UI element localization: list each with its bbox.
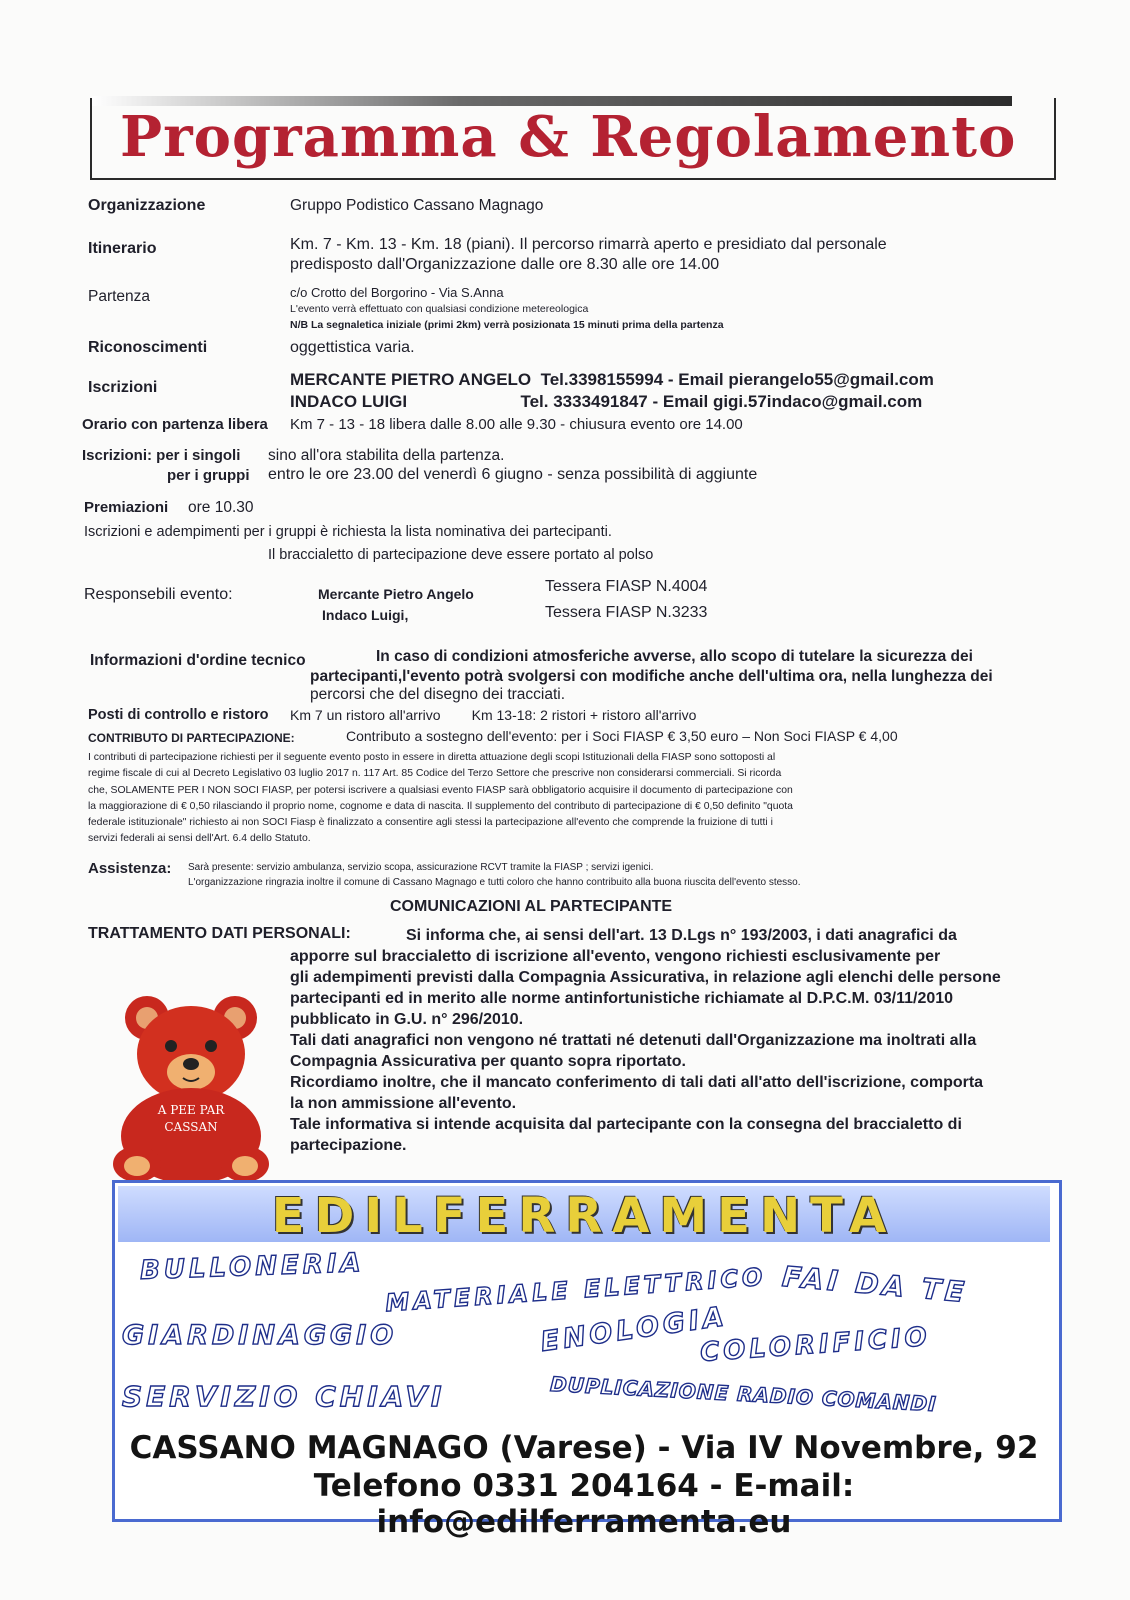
contributo-label: CONTRIBUTO DI PARTECIPAZIONE:: [88, 731, 295, 745]
partenza-label: Partenza: [88, 288, 151, 305]
trattamento-line: Tali dati anagrafici non vengono né trattati né detenuti dall'Organizzazione ma inoltrati alla: [290, 1032, 977, 1049]
ad-item-colorificio: COLORIFICIO: [699, 1321, 932, 1369]
ad-address: CASSANO MAGNAGO (Varese) - Via IV Novembre, 92: [129, 1430, 1039, 1466]
trattamento-line: Si informa che, ai sensi dell'art. 13 D.Lgs n° 193/2003, i dati anagrafici da: [406, 927, 957, 944]
itinerario-line1: Km. 7 - Km. 13 - Km. 18 (piani). Il percorso rimarrà aperto e presidiato dal personale: [290, 236, 887, 253]
ad-contact: Telefono 0331 204164 - E-mail: info@edilferramenta.eu: [313, 1468, 855, 1540]
ad-item-enologia: ENOLOGIA: [538, 1301, 730, 1358]
contributo-line: federale istituzionale" richiesto ai non SOCI Fiasp è finalizzato a consentire agli stessi la partecipazione all'evento che comprende la fruizione di tutti i: [88, 817, 773, 829]
iscrizioni-line1: MERCANTE PIETRO ANGELO Tel.3398155994 - Email pierangelo55@gmail.com: [290, 370, 934, 389]
gruppi-note: Iscrizioni e adempimenti per i gruppi è richiesta la lista nominativa dei partecipanti.: [84, 524, 612, 540]
ad-item-giardinaggio: GIARDINAGGIO: [122, 1320, 398, 1351]
contributo-line: I contributi di partecipazione richiesti per il seguente evento posto in essere in diretta attuazione degli scopi Istituzionali della FIASP sono sottoposti al: [88, 752, 776, 763]
ad-item-duplicazione: DUPLICAZIONE RADIO COMANDI: [549, 1371, 938, 1417]
iscrizioni-gruppi-label: per i gruppi: [167, 467, 250, 484]
comunicazioni-heading: COMUNICAZIONI AL PARTECIPANTE: [390, 898, 673, 915]
trattamento-line: Tale informativa si intende acquisita dal partecipante con la consegna del braccialetto di: [290, 1116, 962, 1133]
trattamento-line: partecipanti ed in merito alle norme antinfortunistiche richiamate al D.P.C.M. 03/11/2010: [290, 990, 954, 1007]
partenza-note1: L'evento verrà effettuato con qualsiasi condizione metereologica: [290, 303, 589, 315]
iscrizioni-line2: INDACO LUIGI Tel. 3333491847 - Email gigi.57indaco@gmail.com: [290, 392, 923, 411]
organizzazione-label: Organizzazione: [88, 197, 206, 214]
contributo-value: Contributo a sostegno dell'evento: per i Soci FIASP € 3,50 euro – Non Soci FIASP € 4,00: [346, 728, 898, 744]
ad-item-materiale-elettrico: MATERIALE ELETTRICO: [384, 1262, 768, 1318]
info-tecnico-line1: In caso di condizioni atmosferiche avverse, allo scopo di tutelare la sicurezza dei: [376, 648, 973, 665]
page-title: Programma & Regolamento: [120, 104, 1017, 170]
trattamento-label: TRATTAMENTO DATI PERSONALI:: [88, 925, 351, 942]
trattamento-line: Ricordiamo inoltre, che il mancato conferimento di tali dati all'atto dell'iscrizione, comporta: [290, 1074, 984, 1091]
posti-label: Posti di controllo e ristoro: [88, 707, 269, 723]
premiazioni-value: ore 10.30: [188, 499, 254, 516]
iscrizioni-label: Iscrizioni: [88, 379, 158, 396]
trattamento-text: [290, 925, 1052, 1156]
trattamento-line: gli adempimenti previsti dalla Compagnia Assicurativa, in relazione agli elenchi delle persone: [290, 969, 1001, 986]
orario-label: Orario con partenza libera: [82, 416, 268, 433]
trattamento-line: pubblicato in G.U. n° 296/2010.: [290, 1011, 524, 1028]
teddy-text-1: A PEE PAR: [157, 1103, 225, 1117]
info-tecnico-line2: partecipanti,l'evento potrà svolgersi con modifiche anche dell'ultima ora, nella lunghezza dei: [310, 668, 993, 685]
trattamento-line: apporre sul braccialetto di iscrizione all'evento, vengono richiesti esclusivamente per: [290, 948, 941, 965]
teddy-bear-logo: [105, 988, 277, 1188]
info-tecnico-line3: percorsi che del disegno dei tracciati.: [310, 686, 566, 703]
itinerario-line2: predisposto dall'Organizzazione dalle ore 8.30 alle ore 14.00: [290, 256, 720, 273]
assistenza-line1: Sarà presente: servizio ambulanza, servizio scopa, assicurazione RCVT tramite la FIASP ; servizi igenici.: [188, 862, 654, 873]
partenza-value: c/o Crotto del Borgorino - Via S.Anna: [290, 285, 504, 300]
iscrizioni-gruppi-value: entro le ore 23.00 del venerdì 6 giugno - senza possibilità di aggiunte: [268, 466, 758, 483]
trattamento-line: Compagnia Assicurativa per quanto sopra riportato.: [290, 1053, 686, 1070]
posti-value: Km 7 un ristoro all'arrivo Km 13-18: 2 ristori + ristoro all'arrivo: [290, 707, 697, 723]
contributo-line: che, SOLAMENTE PER I NON SOCI FIASP, per potersi iscrivere a qualsiasi evento FIASP sarà obbligatorio acquisire il documento di partecipazione con: [88, 784, 793, 796]
trattamento-line: partecipazione.: [290, 1137, 407, 1154]
ad-item-fai-da-te: FAI DA TE: [780, 1259, 970, 1310]
teddy-text-2: CASSAN: [164, 1120, 218, 1134]
riconoscimenti-label: Riconoscimenti: [88, 339, 208, 356]
contributo-details: [88, 750, 1048, 848]
responsabile-1-name: Mercante Pietro Angelo: [318, 586, 474, 602]
info-tecnico-label: Informazioni d'ordine tecnico: [90, 652, 306, 669]
ad-item-bulloneria: BULLONERIA: [139, 1248, 366, 1286]
riconoscimenti-value: oggettistica varia.: [290, 339, 415, 356]
contributo-line: servizi federali ai sensi dell'Art. 6.4 dello Statuto.: [88, 833, 311, 845]
responsabili-label: Responsebili evento:: [84, 586, 233, 603]
advertisement-brand: EDILFERRAMENTA: [271, 1188, 897, 1244]
partenza-note2: N/B La segnaletica iniziale (primi 2km) verrà posizionata 15 minuti prima della partenza: [290, 319, 724, 331]
organizzazione-value: Gruppo Podistico Cassano Magnago: [290, 197, 544, 214]
trattamento-line: la non ammissione all'evento.: [290, 1095, 517, 1112]
assistenza-line2: L'organizzazione ringrazia inoltre il comune di Cassano Magnago e tutti coloro che hanno contribuito alla buona riuscita dell'evento stesso.: [188, 877, 801, 888]
premiazioni-label: Premiazioni: [84, 499, 169, 516]
responsabile-2-tessera: Tessera FIASP N.3233: [545, 604, 708, 621]
responsabile-2-name: Indaco Luigi,: [322, 607, 409, 623]
responsabile-1-tessera: Tessera FIASP N.4004: [545, 578, 708, 595]
ad-item-servizio-chiavi: SERVIZIO CHIAVI: [122, 1380, 446, 1413]
iscrizioni-singoli-label: Iscrizioni: per i singoli: [82, 447, 241, 464]
orario-value: Km 7 - 13 - 18 libera dalle 8.00 alle 9.30 - chiusura evento ore 14.00: [290, 416, 743, 433]
assistenza-label: Assistenza:: [88, 860, 172, 877]
contributo-line: regime fiscale di cui al Decreto Legislativo 03 luglio 2017 n. 117 Art. 85 Codice del Terzo Settore che prescrive non considerarsi commerciali. Si ricorda: [88, 768, 782, 780]
itinerario-label: Itinerario: [88, 240, 157, 257]
iscrizioni-singoli-value: sino all'ora stabilita della partenza.: [268, 447, 505, 464]
braccialetto-note: Il braccialetto di partecipazione deve essere portato al polso: [268, 547, 654, 563]
contributo-line: la maggiorazione di € 0,50 rilasciando il proprio nome, cognome e data di nascita. Il supplemento del contributo di partecipazione di € 0,50 definito "quota: [88, 800, 793, 812]
